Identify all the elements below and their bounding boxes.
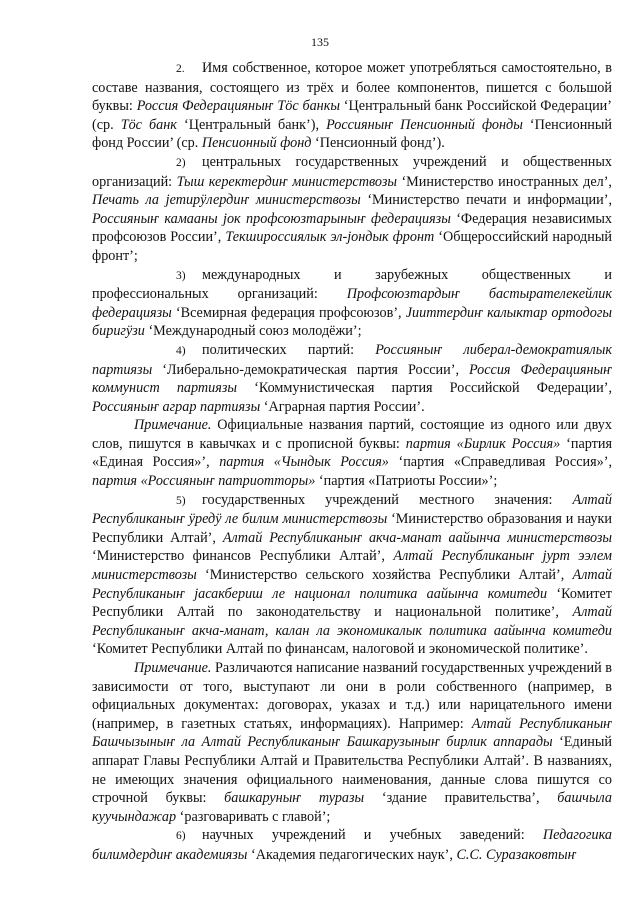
text-run: ‘Министерство печати и информации’, — [360, 192, 612, 209]
text-run: ‘партия «Единая Россия»’, — [92, 435, 612, 471]
italic-term: Россияныҥ камааны јок профсоюзтарыныҥ федерациязы — [92, 210, 451, 227]
page-number: 135 — [311, 35, 329, 49]
text-run: ‘Общероссийский народный фронт’; — [92, 229, 612, 264]
italic-term: Примечание. — [134, 417, 212, 434]
italic-term: Алтай Республиканыҥ ӱредӱ ле билим министерствозы — [92, 491, 612, 528]
list-item — [92, 153, 612, 266]
text-run: центральных государственных учреждений и общественных организаций: — [92, 153, 612, 190]
text-run: ‘Единый аппарат Главы Республики Алтай и Правительства Республики Алтай’. В названиях, не имеющих значения официального наименования, данные слова пишутся со строчной буквы: — [92, 734, 613, 807]
text-run: государственных учреждений местного значения: — [202, 491, 573, 508]
document-body — [92, 59, 612, 865]
note-paragraph — [92, 659, 612, 826]
text-run: Различаются написание названий государственных учреждений в зависимости от того, выступают ли они в роли собственного (например, в официальных документах: договорах, указах и т.д.) или нарицательного имени (например, в газетных статьях, информациях). Например: — [92, 660, 612, 732]
text-run: ‘Министерство финансов Республики Алтай’, — [92, 548, 394, 565]
text-run: Имя собственное, которое может употребляться самостоятельно, в составе названия, состоящего из трёх и более компонентов, пишется с большой буквы: — [92, 60, 612, 115]
italic-term: Печать ла јетирӱлердиҥ министерствозы — [92, 192, 361, 209]
item-number: 6) — [176, 830, 186, 843]
text-run: ‘разговаривать с главой’; — [176, 808, 331, 825]
italic-term: Россия Федерацияныҥ Тӧс банкы — [136, 98, 340, 115]
text-run: ‘Всемирная федерация профсоюзов’, — [171, 304, 406, 321]
italic-term: Россияныҥ аграр партиязы — [92, 398, 261, 415]
text-run: ‘здание правительства’, — [364, 790, 558, 807]
text-run: научных учреждений и учебных заведений: — [202, 827, 543, 844]
italic-term: Профсоюзтардыҥ бастырателекейлик федерациязы — [92, 286, 612, 321]
italic-term: С.С. Суразаковтыҥ — [456, 846, 577, 863]
italic-term: башкаруныҥ туразы — [224, 790, 365, 807]
text-run: ‘партия «Патриоты России»’; — [315, 473, 498, 490]
text-run: ‘Коммунистическая партия Российской Федерации’, — [237, 380, 612, 397]
list-item — [92, 341, 612, 416]
text-run: ‘Либерально-демократическая партия России’, — [152, 361, 469, 378]
italic-term: партия «Россияныҥ патриотторы» — [92, 473, 316, 490]
list-item — [92, 59, 612, 153]
list-item — [92, 266, 612, 341]
text-run: ‘Аграрная партия России’. — [260, 398, 425, 415]
text-run: Официальные названия партий, состоящие из одного или двух слов, пишутся в кавычках и с прописной буквы: — [92, 417, 612, 452]
text-run: международных и зарубежных общественных и профессиональных организаций: — [92, 266, 612, 303]
text-run: ‘Центральный банк’), — [176, 116, 327, 133]
text-run: ‘Министерство образования и науки Республики Алтай’, — [92, 511, 612, 546]
italic-term: Пенсионный фонд — [201, 135, 312, 152]
note-paragraph — [92, 416, 612, 490]
italic-term: Россияныҥ Пенсионный фонды — [326, 116, 523, 133]
italic-term: Тӧс банк — [120, 116, 177, 133]
list-item — [92, 826, 612, 864]
text-run: ‘Комитет Республики Алтай по законодательству и национальной политике’, — [92, 585, 612, 621]
item-number: 2) — [176, 156, 186, 169]
italic-term: Педагогика билимдердиҥ академиязы — [92, 827, 612, 863]
text-run: политических партий: — [202, 341, 376, 358]
italic-term: партия «Чындык Россия» — [219, 454, 389, 471]
text-run: ‘Министерство сельского хозяйства Республики Алтай’, — [196, 567, 573, 584]
italic-term: партия «Бирлик Россия» — [405, 435, 561, 452]
italic-term: Тыш керектердиҥ министерствозы — [176, 173, 397, 190]
text-run: ‘партия «Справедливая Россия»’, — [388, 454, 612, 471]
text-run: ‘Центральный банк Российской Федерации’ (ср. — [92, 98, 612, 133]
text-run: ‘Пенсионный фонд’). — [311, 135, 445, 152]
italic-term: Алтай Республиканыҥ акча-манат, калан ла экономикалык политика аайынча комитеди — [92, 604, 612, 639]
text-run: ‘Пенсионный фонд России’ (ср. — [92, 116, 613, 152]
list-item — [92, 491, 612, 659]
italic-term: Јииттердиҥ калыктар ортодогы биригӱзи — [92, 304, 612, 340]
text-run: ‘Федерация независимых профсоюзов России’, — [92, 210, 612, 246]
italic-term: Текшироссиялык эл-јондык фронт — [225, 229, 435, 246]
text-run: ‘Комитет Республики Алтай по финансам, налоговой и экономической политике’. — [92, 641, 588, 658]
item-number: 5) — [176, 494, 186, 507]
italic-term: Алтай Республиканыҥ јурт ээлем министерствозы — [92, 548, 612, 584]
text-run: ‘Международный союз молодёжи’; — [144, 323, 362, 340]
text-run: ‘Министерство иностранных дел’, — [396, 173, 612, 190]
italic-term: Алтай Республиканыҥ Башчызыныҥ ла Алтай Республиканыҥ Башкарузыныҥ бирлик аппарады — [92, 715, 612, 751]
item-number: 3) — [176, 269, 186, 282]
italic-term: Россияныҥ либерал-демократиялык партиязы — [92, 341, 612, 378]
italic-term: Примечание. — [134, 660, 212, 676]
italic-term: Алтай Республиканыҥ акча-манат аайынча министерствозы — [222, 529, 612, 546]
item-number: 2. — [176, 63, 185, 75]
italic-term: Алтай Республиканыҥ јасакбериш ле национал политика аайынча комитеди — [92, 567, 612, 602]
italic-term: башчыла куучындажар — [92, 790, 613, 825]
item-number: 4) — [176, 344, 186, 357]
italic-term: Россия Федерацияныҥ коммунист партиязы — [92, 361, 612, 397]
text-run: ‘Академия педагогических наук’, — [247, 846, 457, 863]
